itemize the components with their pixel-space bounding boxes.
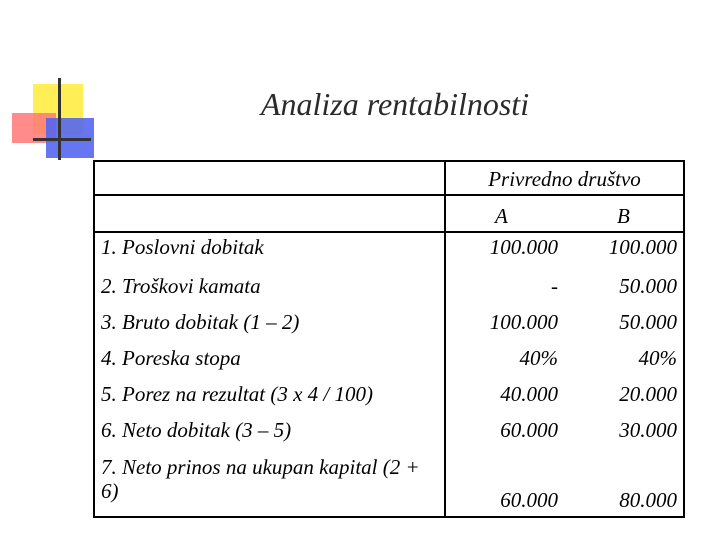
table-column-divider [444, 160, 446, 518]
row-value-a: 40% [519, 346, 558, 370]
row-label: 3. Bruto dobitak (1 – 2) [101, 310, 300, 334]
row-value-b: 50.000 [619, 310, 677, 334]
decor-horizontal-line [33, 138, 91, 141]
column-header-b: B [617, 204, 630, 228]
row-value-b: 80.000 [619, 488, 677, 512]
row-value-b: 40% [638, 346, 677, 370]
row-value-b: 30.000 [619, 418, 677, 442]
table-divider [93, 194, 685, 196]
row-label: 2. Troškovi kamata [101, 274, 261, 298]
column-header-a: A [495, 204, 508, 228]
row-label: 1. Poslovni dobitak [101, 235, 264, 259]
row-value-a: 60.000 [500, 488, 558, 512]
row-label: 7. Neto prinos na ukupan kapital (2 + 6) [101, 455, 420, 503]
row-value-a: 40.000 [500, 382, 558, 406]
table-divider [93, 231, 685, 233]
data-table [93, 160, 685, 518]
row-value-b: 20.000 [619, 382, 677, 406]
group-header: Privredno društvo [488, 167, 641, 191]
row-label: 6. Neto dobitak (3 – 5) [101, 418, 292, 442]
row-value-a: 60.000 [500, 418, 558, 442]
row-value-a: 100.000 [489, 310, 558, 334]
row-label: 5. Porez na rezultat (3 x 4 / 100) [101, 382, 373, 406]
row-value-a: 100.000 [489, 235, 558, 259]
row-value-b: 50.000 [619, 274, 677, 298]
row-value-a: - [551, 274, 558, 298]
row-value-b: 100.000 [608, 235, 677, 259]
row-label: 4. Poreska stopa [101, 346, 241, 370]
slide-title: Analiza rentabilnosti [260, 86, 530, 122]
